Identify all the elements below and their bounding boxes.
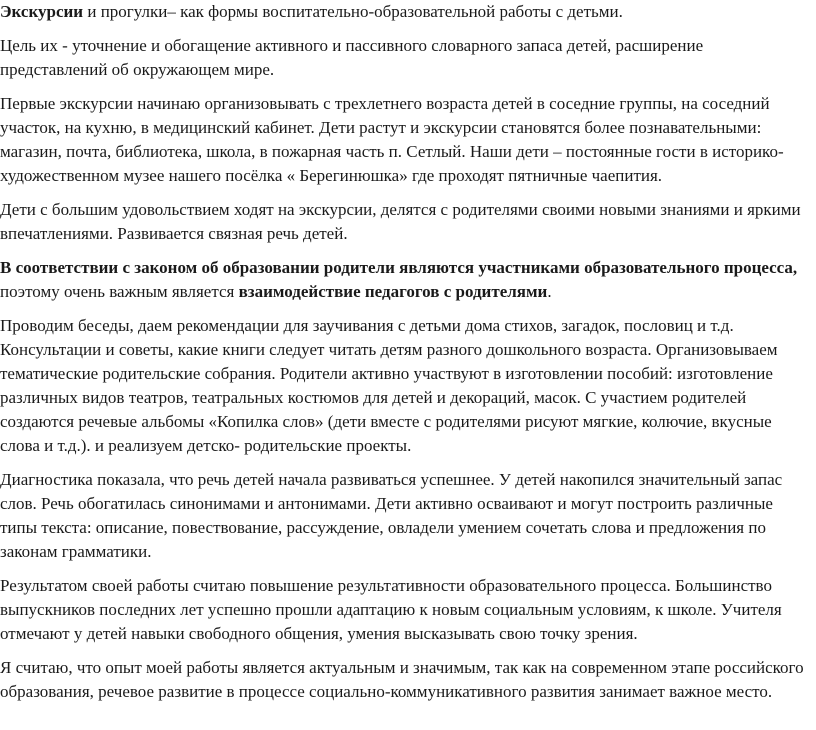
paragraph-diagnostics: Диагностика показала, что речь детей начала развиваться успешнее. У детей накопился значительный запас слов. Речь обогатилась синонимами и антонимами. Дети активно осваивают и могут построить различные типы текста: описание, повествование, рассуждение, овладели умением сочетать слова и предложения по законам грамматики. (0, 470, 783, 561)
paragraph-children-excursions: Дети с большим удовольствием ходят на экскурсии, делятся с родителями своими новыми знаниями и яркими впечатлениями. Развивается связная речь детей. (0, 200, 801, 243)
paragraph-goal: Цель их - уточнение и обогащение активного и пассивного словарного запаса детей, расширение представлений об окружающем мире. (0, 36, 704, 79)
paragraph-results: Результатом своей работы считаю повышение результативности образовательного процесса. Большинство выпускников последних лет успешно прошли адаптацию к новым социальным условиям, к школе. Учителя отмечают у детей навыки свободного общения, умения высказывать свою точку зрения. (0, 576, 782, 643)
paragraph-conclusion: Я считаю, что опыт моей работы является актуальным и значимым, так как на современном этапе российского образования, речевое развитие в процессе социально-коммуникативного развития занимает важное место. (0, 658, 804, 701)
law-middle-text: поэтому очень важным является (0, 282, 239, 301)
excursions-heading-rest: и прогулки– как формы воспитательно-образовательной работы с детьми. (83, 2, 623, 21)
paragraph-law-parents (0, 256, 812, 304)
paragraph-excursions-heading (0, 0, 812, 24)
paragraph-parent-work: Проводим беседы, даем рекомендации для заучивания с детьми дома стихов, загадок, пословиц и т.д. Консультации и советы, какие книги следует читать детям разного дошкольного возраста. Организовываем тематические родительские собрания. Родители активно участвуют в изготовлении пособий: изготовление различных видов театров, театральных костюмов для детей и декораций, масок. С участием родителей создаются речевые альбомы «Копилка слов» (дети вместе с родителями рисуют мягкие, колючие, вкусные слова и т.д.). и реализуем детско- родительские проекты. (0, 316, 778, 455)
interaction-phrase: взаимодействие педагогов с родителями (238, 282, 548, 301)
excursions-term: Экскурсии (0, 2, 84, 21)
law-statement: В соответствии с законом об образовании родители являются участниками образовательного процесса, (0, 258, 798, 277)
law-tail: . (547, 282, 552, 301)
paragraph-first-excursions: Первые экскурсии начинаю организовывать с трехлетнего возраста детей в соседние группы, на соседний участок, на кухню, в медицинский кабинет. Дети растут и экскурсии становятся более познавательными: магазин, почта, библиотека, школа, в пожарная часть п. Сетлый. Наши дети – постоянные гости в историко-художественном музее нашего посёлка « Берегинюшка» где проходят пятничные чаепития. (0, 94, 784, 185)
